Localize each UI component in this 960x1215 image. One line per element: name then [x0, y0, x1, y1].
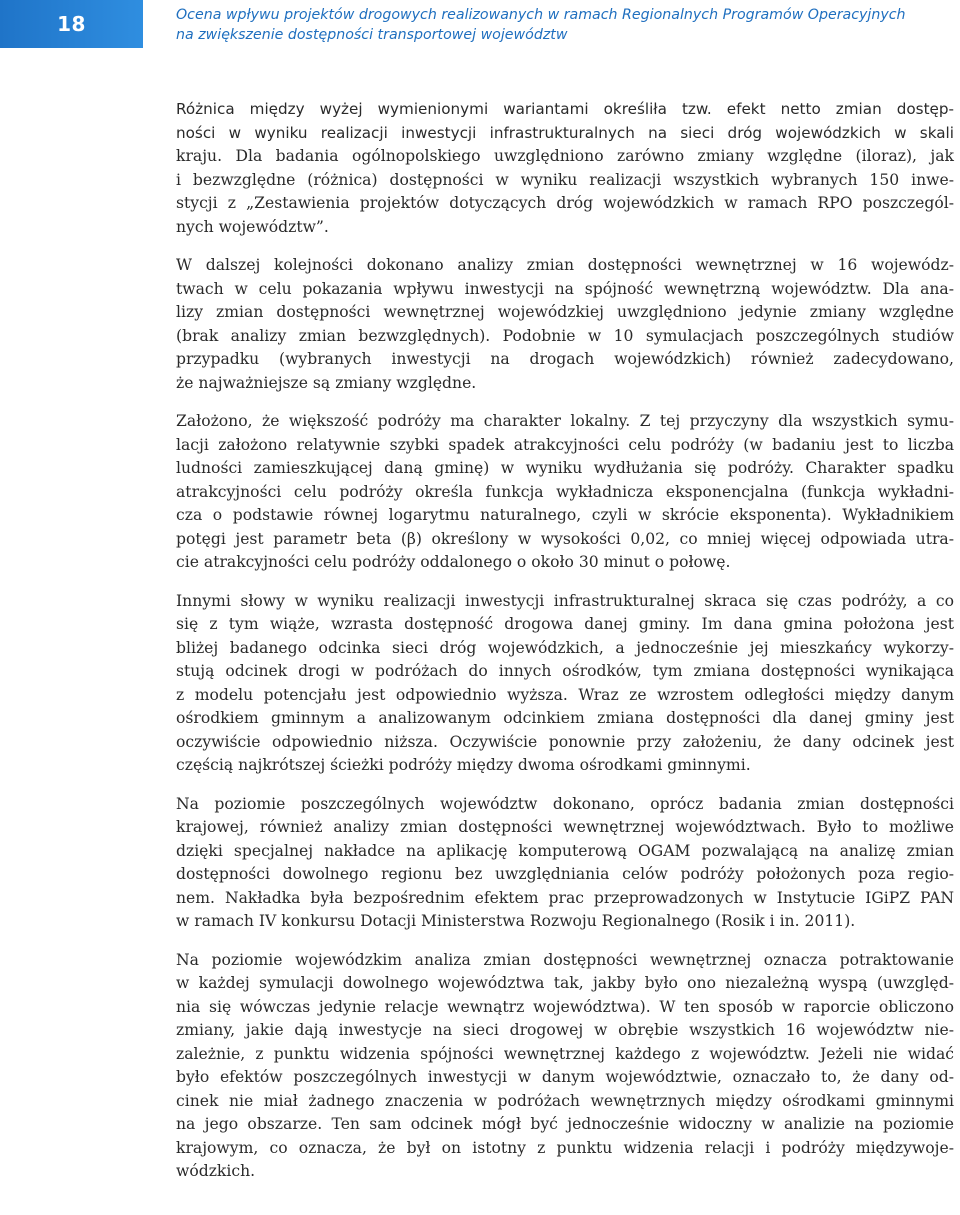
- text-line: dzięki specjalnej nakładce na aplikację komputerową OGAM pozwalającą na analizę zmian: [176, 841, 954, 860]
- text-line: cie atrakcyjności celu podróży oddalonego o około 30 minut o połowę.: [176, 553, 731, 571]
- text-line: krajowej, również analizy zmian dostępności wewnętrznej województwach. Było to możliwe: [176, 818, 954, 836]
- text-line: się z tym wiąże, wzrasta dostępność drogowa danej gminy. Im dana gmina położona jest: [176, 615, 954, 633]
- text-line: twach w celu pokazania wpływu inwestycji na spójność wewnętrzną województw. Dla ana-: [176, 279, 954, 298]
- text-line: stycji z „Zestawienia projektów dotyczących dróg wojewódzkich w ramach RPO poszczegól-: [176, 194, 954, 212]
- text-line: w każdej symulacji dowolnego województwa tak, jakby było ono niezależną wyspą (uwzględ-: [176, 974, 954, 992]
- text-line: nem. Nakładka była bezpośrednim efektem prac przeprowadzonych w Instytucie IGiPZ PAN: [176, 888, 954, 907]
- text-line: bliżej badanego odcinka sieci dróg wojewódzkich, a jednocześnie jej mieszkańcy wykorzy-: [176, 638, 954, 657]
- text-line: krajowym, co oznacza, że był on istotny z punktu widzenia relacji i podróży międzywoje-: [176, 1138, 954, 1157]
- paragraph-1: [176, 98, 954, 239]
- text-line: W dalszej kolejności dokonano analizy zmian dostępności wewnętrznej w 16 wojewódz-: [176, 256, 954, 274]
- text-line: wódzkich.: [176, 1162, 256, 1180]
- text-line: że najważniejsze są zmiany względne.: [176, 373, 477, 392]
- running-header-line-1: Ocena wpływu projektów drogowych realizowanych w ramach Regionalnych Programów Operacyjnych: [176, 7, 906, 23]
- text-line: Innymi słowy w wyniku realizacji inwestycji infrastrukturalnej skraca się czas podróży, a co: [176, 591, 954, 610]
- text-line: kraju. Dla badania ogólnopolskiego uwzględniono zarówno zmiany względne (iloraz), jak: [176, 147, 954, 165]
- text-line: przypadku (wybranych inwestycji na drogach wojewódzkich) również zadecydowano,: [176, 350, 954, 368]
- text-line: atrakcyjności celu podróży określa funkcja wykładnicza eksponencjalna (funkcja wykładni-: [176, 482, 954, 501]
- text-line: było efektów poszczególnych inwestycji w danym województwie, oznaczało to, że dany od-: [176, 1068, 954, 1086]
- text-line: Różnica między wyżej wymienionymi wariantami określiła tzw. efekt netto zmian dostęp-: [176, 100, 954, 118]
- text-line: (brak analizy zmian bezwzględnych). Podobnie w 10 symulacjach poszczególnych studiów: [176, 326, 954, 345]
- text-line: cza o podstawie równej logarytmu naturalnego, czyli w skrócie eksponenta). Wykładnikiem: [176, 506, 954, 524]
- text-line: cinek nie miał żadnego znaczenia w podróżach wewnętrznych między ośrodkami gminnymi: [176, 1091, 954, 1110]
- text-line: zależnie, z punktu widzenia spójności wewnętrznej każdego z województw. Jeżeli nie widać: [176, 1044, 954, 1063]
- text-line: na jego obszarze. Ten sam odcinek mógł być jednocześnie widoczny w analizie na poziomie: [176, 1115, 954, 1133]
- text-line: dostępności dowolnego regionu bez uwzględniania celów podróży położonych poza regio-: [176, 865, 954, 883]
- text-line: ośrodkiem gminnym a analizowanym odcinkiem zmiana dostępności dla danej gminy jest: [176, 709, 954, 727]
- text-line: Na poziomie wojewódzkim analiza zmian dostępności wewnętrznej oznacza potraktowanie: [176, 950, 954, 969]
- text-line: potęgi jest parametr beta (β) określony w wysokości 0,02, co mniej więcej odpowiada utra-: [176, 529, 954, 548]
- text-line: ludności zamieszkującej daną gminę) w wyniku wydłużania się podróży. Charakter spadku: [176, 459, 954, 477]
- text-line: w ramach IV konkursu Dotacji Ministerstwa Rozwoju Regionalnego (Rosik i in. 2011).: [176, 912, 856, 930]
- page-number: 18: [57, 12, 86, 36]
- body-text: [176, 98, 954, 1199]
- text-line: ności w wyniku realizacji inwestycji infrastrukturalnych na sieci dróg wojewódzkich w skali: [176, 123, 954, 142]
- text-line: stują odcinek drogi w podróżach do innych ośrodków, tym zmiana dostępności wynikająca: [176, 662, 954, 680]
- text-line: częścią najkrótszej ścieżki podróży między dwoma ośrodkami gminnymi.: [176, 756, 751, 774]
- page-number-badge: [0, 0, 143, 48]
- paragraph-2: [176, 254, 954, 395]
- text-line: lacji założono relatywnie szybki spadek atrakcyjności celu podróży (w badaniu jest to liczba: [176, 435, 954, 454]
- text-line: nych województw”.: [176, 217, 329, 236]
- text-line: Założono, że większość podróży ma charakter lokalny. Z tej przyczyny dla wszystkich symu-: [176, 412, 954, 430]
- text-line: oczywiście odpowiednio niższa. Oczywiście ponownie przy założeniu, że dany odcinek jest: [176, 732, 954, 751]
- paragraph-4: [176, 590, 954, 778]
- text-line: i bezwzględne (różnica) dostępności w wyniku realizacji wszystkich wybranych 150 inwe-: [176, 170, 954, 189]
- text-line: zmiany, jakie dają inwestycje na sieci drogowej w obrębie wszystkich 16 województw nie-: [176, 1021, 954, 1039]
- text-line: Na poziomie poszczególnych województw dokonano, oprócz badania zmian dostępności: [176, 794, 954, 813]
- paragraph-6: [176, 949, 954, 1184]
- running-header-line-2: na zwiększenie dostępności transportowej województw: [176, 27, 568, 43]
- running-header: [176, 5, 936, 45]
- text-line: nia się wówczas jedynie relacje wewnątrz województwa). W ten sposób w raporcie obliczono: [176, 997, 954, 1016]
- paragraph-5: [176, 793, 954, 934]
- text-line: lizy zmian dostępności wewnętrznej wojewódzkiej uwzględniono jedynie zmiany względne: [176, 303, 954, 321]
- paragraph-3: [176, 410, 954, 575]
- text-line: z modelu potencjału jest odpowiednio wyższa. Wraz ze wzrostem odległości między danym: [176, 685, 954, 704]
